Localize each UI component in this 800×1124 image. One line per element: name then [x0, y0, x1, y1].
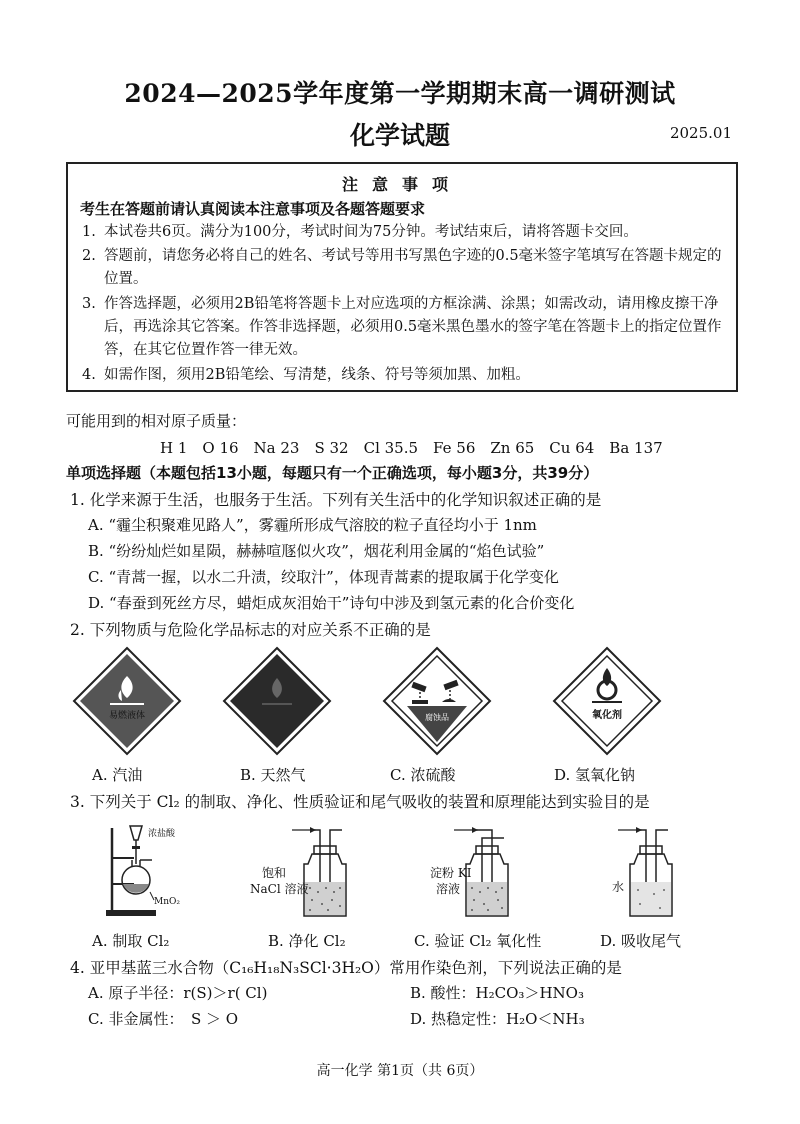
notice-item-number: 4.: [82, 367, 96, 383]
q1-option-d: D. “春蚕到死丝方尽，蜡炬成灰泪始干”诗句中涉及到氢元素的化合价变化: [88, 594, 575, 612]
q2-option-b: B. 天然气: [240, 766, 306, 784]
exam-date: 2025.01: [669, 124, 732, 142]
sign-label: 氧化剂: [592, 710, 622, 721]
q2-option-c: C. 浓硫酸: [390, 766, 456, 784]
q4-option-b: B. 酸性：H₂CO₃＞HNO₃: [410, 984, 584, 1002]
sign-label: 腐蚀品: [425, 713, 449, 722]
notice-item-text: 答题前，请您务必将自己的姓名、考试号等用书写黑色字迹的0.5毫米签字笔填写在答题卡规定的位置。: [104, 248, 722, 287]
q2-option-a: A. 汽油: [92, 766, 143, 784]
notice-heading: 注意事项: [341, 175, 462, 194]
notice-item-2: [82, 245, 728, 291]
flammable-liquid-sign: [72, 646, 182, 756]
tail-gas-absorber: [616, 822, 686, 922]
notice-item-text: 如需作图，须用2B铅笔绘、写清楚，线条、符号等须加黑、加粗。: [104, 367, 530, 383]
q3-option-d: D. 吸收尾气: [600, 932, 682, 950]
notice-intro: 考生在答题前请认真阅读本注意事项及各题答题要求: [80, 200, 426, 218]
notice-box: [66, 162, 738, 392]
q4-option-a: A. 原子半径：r(S)＞r( Cl): [88, 984, 268, 1002]
notice-item-4: [82, 364, 728, 387]
notice-item-text: 本试卷共6页。满分为100分，考试时间为75分钟。考试结束后，请将答题卡交回。: [104, 224, 638, 240]
atomic-mass-label: 可能用到的相对原子质量：: [66, 412, 247, 430]
label-solution: 溶液: [436, 882, 461, 896]
q4-option-c: C. 非金属性： S ＞ O: [88, 1010, 239, 1028]
atomic-mass-values: H 1 O 16 Na 23 S 32 Cl 35.5 Fe 56 Zn 65 Cu 64 Ba 137: [160, 439, 663, 457]
notice-item-1: [82, 221, 728, 244]
label-saturated: 饱和: [262, 866, 287, 880]
label-conc-hcl: 浓盐酸: [148, 829, 176, 839]
q3-option-c: C. 验证 Cl₂ 氧化性: [414, 932, 542, 950]
q1-option-c: C. “青蒿一握，以水二升渍，绞取汁”，体现青蒿素的提取属于化学变化: [88, 568, 559, 586]
notice-item-3: [82, 293, 728, 362]
label-nacl-solution: NaCl 溶液: [250, 882, 309, 896]
exam-title: 2024—2025学年度第一学期期末高一调研测试: [124, 79, 676, 108]
notice-item-text: 作答选择题，必须用2B铅笔将答题卡上对应选项的方框涂满、涂黑；如需改动，请用橡皮擦干净后，再选涂其它答案。作答非选择题，必须用0.5毫米黑色墨水的签字笔在答题卡上的指定位置作答，在其它位置作答一律无效。: [104, 296, 722, 358]
q3-option-a: A. 制取 Cl₂: [92, 932, 170, 950]
sign-label: 易燃液体: [108, 711, 146, 721]
label-starch-ki: 淀粉 KI: [430, 866, 472, 880]
oxidizer-sign: [552, 646, 662, 756]
notice-item-number: 3.: [82, 296, 96, 312]
notice-item-number: 2.: [82, 248, 96, 264]
page-footer: 高一化学 第1页（共 6页）: [316, 1063, 484, 1079]
exam-subtitle: 化学试题: [349, 121, 450, 150]
q2-stem: 2. 下列物质与危险化学品标志的对应关系不正确的是: [70, 621, 431, 639]
section-title: 单项选择题（本题包括13小题，每题只有一个正确选项，每小题3分，共39分）: [66, 464, 599, 482]
purification-wash-bottle: [290, 822, 360, 922]
q3-option-b: B. 净化 Cl₂: [268, 932, 346, 950]
q4-option-d: D. 热稳定性：H₂O＜NH₃: [410, 1010, 585, 1028]
notice-item-number: 1.: [82, 224, 96, 240]
q4-stem: 4. 亚甲基蓝三水合物（C₁₆H₁₈N₃SCl·3H₂O）常用作染色剂，下列说法正确的是: [70, 959, 622, 977]
q1-option-a: A. “霾尘积聚难见路人”，雾霾所形成气溶胶的粒子直径均小于 1nm: [88, 516, 537, 534]
q3-stem: 3. 下列关于 Cl₂ 的制取、净化、性质验证和尾气吸收的装置和原理能达到实验目的是: [70, 793, 650, 811]
q1-option-b: B. “纷纷灿烂如星陨，赫赫喧豗似火攻”，烟花利用金属的“焰色试验”: [88, 542, 545, 560]
q2-option-d: D. 氢氧化钠: [554, 766, 636, 784]
q1-stem: 1. 化学来源于生活，也服务于生活。下列有关生活中的化学知识叙述正确的是: [70, 491, 602, 509]
corrosive-sign: [382, 646, 492, 756]
label-water: 水: [612, 880, 625, 894]
label-mno2: MnO₂: [154, 897, 180, 907]
flammable-gas-sign: [222, 646, 332, 756]
